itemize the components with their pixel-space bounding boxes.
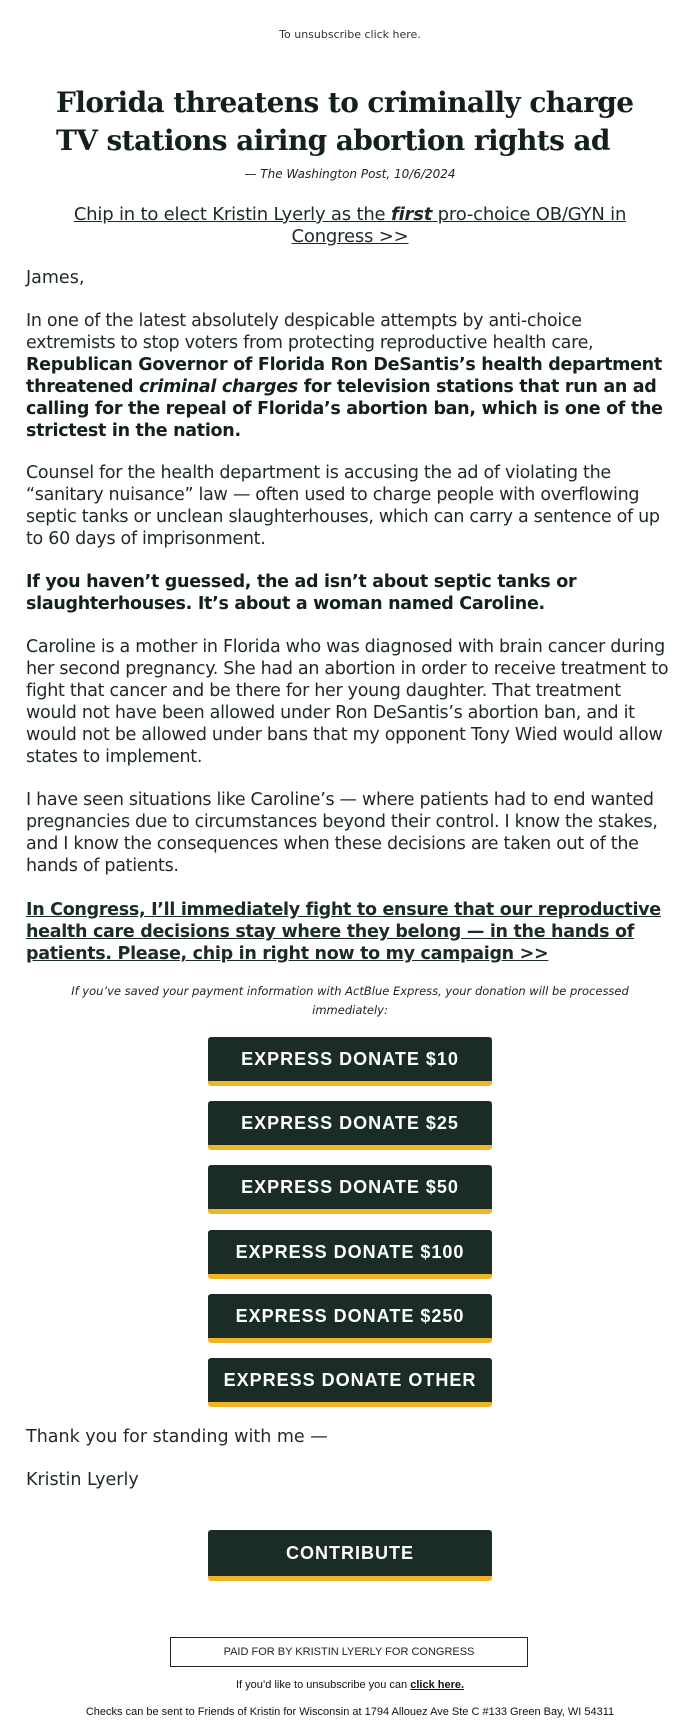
paragraph-2: Counsel for the health department is accusing the ad of violating the “sanitary nuisance” law — often used to charge people with overflowing septic tanks or unclean slaughterhouses, which can carry a sentence of up to 60 days of imprisonment. <box>26 463 660 549</box>
unsubscribe-footer-text: If you’d like to unsubscribe you can <box>235 1679 411 1691</box>
express-donate-100-button[interactable]: EXPRESS DONATE $100 <box>208 1230 492 1279</box>
headline-attribution: — The Washington Post, 10/6/2024 <box>244 167 456 181</box>
p1-bold-b: for television stations that run an ad calling for the repeal of Florida’s abortion ban, which is one of the strictest in the nation. <box>26 377 663 441</box>
paid-for-disclaimer: PAID FOR BY KRISTIN LYERLY FOR CONGRESS <box>170 1637 528 1667</box>
cta-top-emphasis: first <box>390 204 433 225</box>
chip-in-link-mid[interactable]: In Congress, I’ll immediately fight to ensure that our reproductive health care decisions stay where they belong — in the hands of patients. Please, chip in right now to my campaign >> <box>26 900 661 964</box>
unsubscribe-footer <box>0 1679 700 1691</box>
express-donate-50-button[interactable]: EXPRESS DONATE $50 <box>208 1165 492 1214</box>
cta-top-text-2: pro-choice OB/GYN in Congress >> <box>291 204 627 247</box>
paragraph-5: I have seen situations like Caroline’s — where patients had to end wanted pregnancies due to circumstances beyond their control. I know the stakes, and I know the consequences when these decisions are taken out of the hands of patients. <box>26 790 658 876</box>
chip-in-link-top[interactable] <box>50 204 650 248</box>
signature-name: Kristin Lyerly <box>26 1470 139 1490</box>
actblue-express-note: If you’ve saved your payment information with ActBlue Express, your donation will be processed immediately: <box>71 984 629 1017</box>
closing-thanks: Thank you for standing with me — <box>26 1427 328 1447</box>
express-donate-other-button[interactable]: EXPRESS DONATE OTHER <box>208 1358 492 1407</box>
headline: Florida threatens to criminally charge TV stations airing abortion rights ad <box>56 86 634 157</box>
p1-bold-italic: criminal charges <box>139 377 298 397</box>
paragraph-4: Caroline is a mother in Florida who was diagnosed with brain cancer during her second pregnancy. She had an abortion in order to receive treatment to fight that cancer and be there for her young daughter. That treatment would not have been allowed under Ron DeSantis’s abortion ban, and it would not be allowed under bans that my opponent Tony Wied would allow states to implement. <box>26 637 669 767</box>
contribute-button[interactable]: CONTRIBUTE <box>208 1530 492 1581</box>
unsubscribe-footer-link[interactable]: click here. <box>410 1679 465 1691</box>
unsubscribe-top-link[interactable]: To unsubscribe click here. <box>279 28 421 41</box>
express-donate-250-button[interactable]: EXPRESS DONATE $250 <box>208 1294 492 1343</box>
express-donate-10-button[interactable]: EXPRESS DONATE $10 <box>208 1037 492 1086</box>
paragraph-3 <box>26 571 676 615</box>
paragraph-1 <box>26 310 676 442</box>
mailing-address: Checks can be sent to Friends of Kristin for Wisconsin at 1794 Allouez Ave Ste C #133 Green Bay, WI 54311 <box>85 1706 615 1718</box>
cta-top-text-1: Chip in to elect Kristin Lyerly as the <box>73 204 391 225</box>
p1-plain: In one of the latest absolutely despicable attempts by anti-choice extremists to stop voters from protecting reproductive health care, <box>26 311 594 353</box>
p1-bold-a: Republican Governor of Florida Ron DeSantis’s health department threatened <box>26 355 662 397</box>
greeting: James, <box>26 268 85 288</box>
p3-bold: If you haven’t guessed, the ad isn’t about septic tanks or slaughterhouses. It’s about a woman named Caroline. <box>26 572 577 614</box>
express-donate-25-button[interactable]: EXPRESS DONATE $25 <box>208 1101 492 1150</box>
